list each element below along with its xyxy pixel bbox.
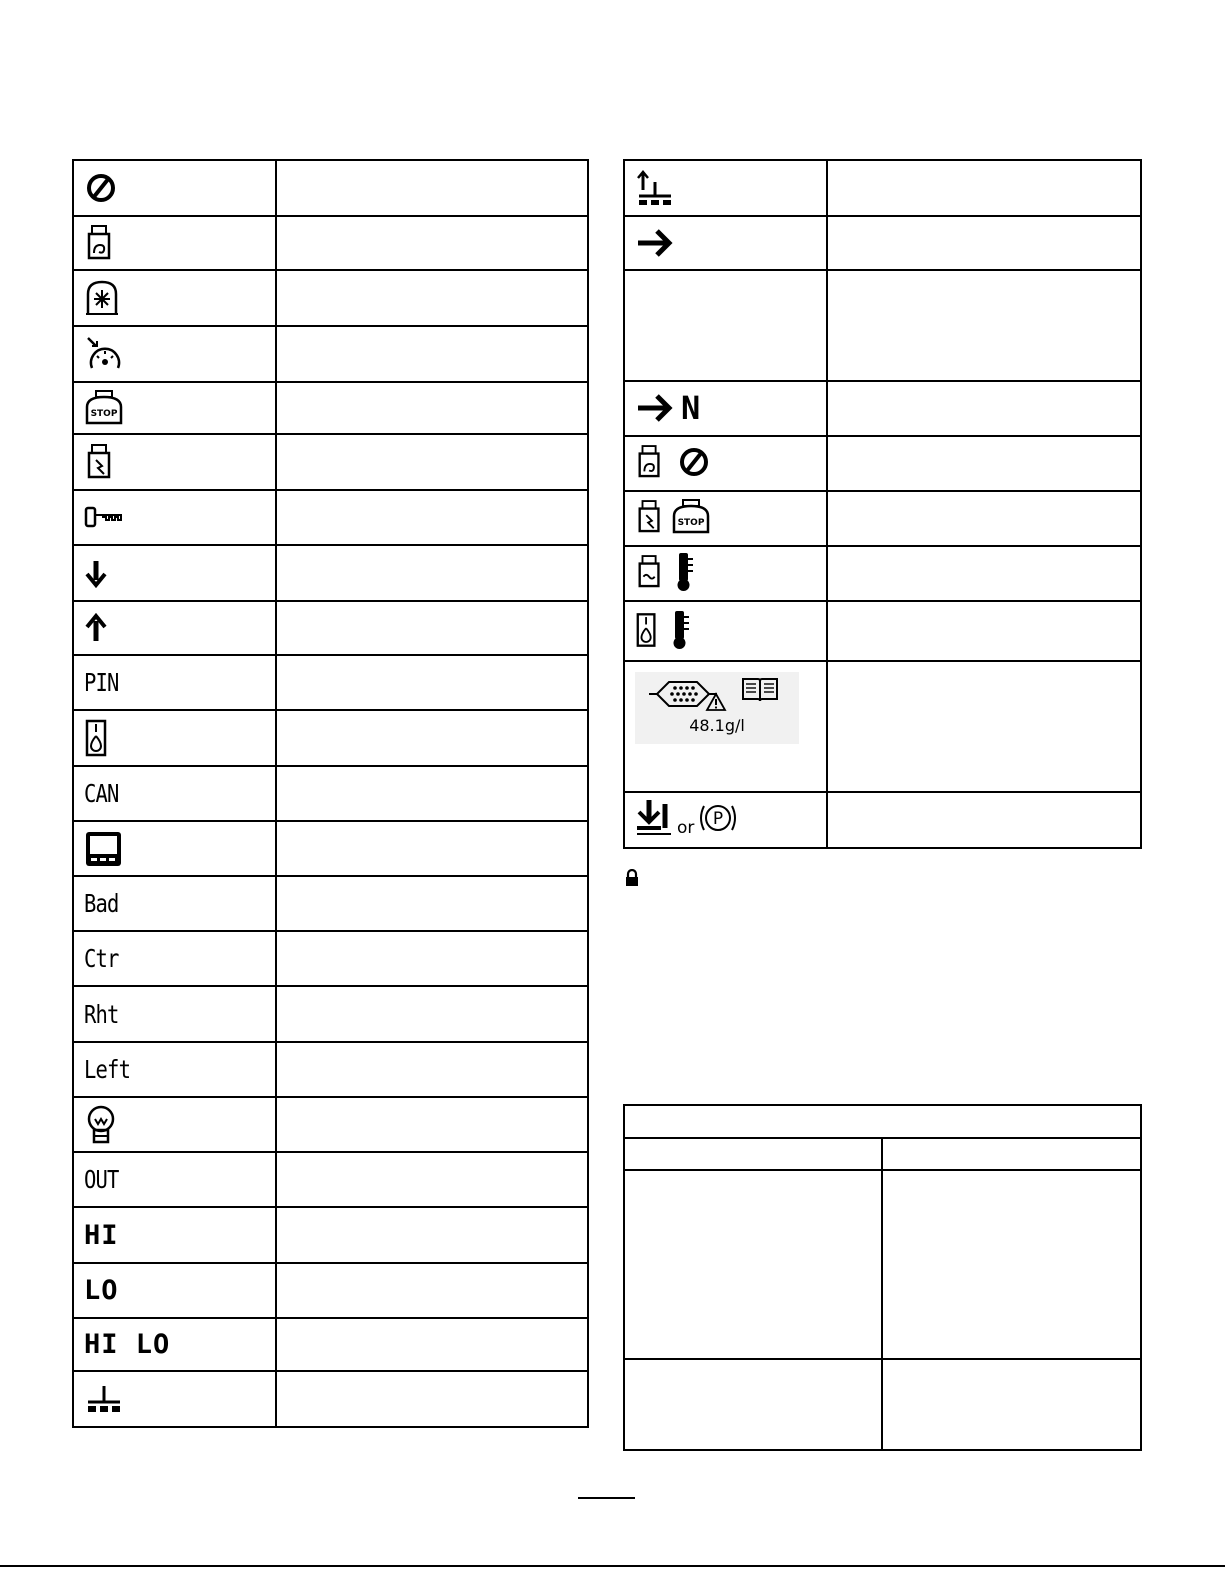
- table-row: [73, 710, 588, 766]
- table-row: [73, 876, 588, 931]
- engine-coolant-icon: [635, 552, 665, 592]
- svg-text:P: P: [713, 809, 724, 829]
- traction-unit-icon: [84, 1382, 275, 1416]
- ctr-label: Ctr: [84, 944, 119, 973]
- or-label: or: [677, 818, 695, 838]
- rht-label: Rht: [84, 999, 119, 1029]
- table-row: [73, 1097, 588, 1152]
- table-row: [73, 1263, 588, 1318]
- table-row: [73, 1371, 588, 1427]
- page-bottom-line: [0, 1565, 1225, 1567]
- table-row: [624, 1359, 1141, 1450]
- operator-manual-icon: [741, 676, 779, 704]
- display-panel-icon: [84, 830, 275, 868]
- parking-brake-symbols: [635, 798, 738, 838]
- table-row: [73, 270, 588, 326]
- coolant-heater-icon: [84, 278, 275, 318]
- arrow-right-icon: [635, 227, 826, 259]
- prohibited-icon: [677, 445, 711, 479]
- engine-speed-icon: [84, 334, 275, 374]
- table-row: [624, 160, 1141, 216]
- engine-stop-icon: [84, 389, 275, 427]
- table-row: [73, 655, 588, 710]
- table-row: [73, 1318, 588, 1371]
- table-row: [624, 270, 1141, 381]
- table-row: [624, 491, 1141, 546]
- table-row: [73, 216, 588, 270]
- table-subheader-row: [624, 1138, 1141, 1170]
- arrow-right-icon: [635, 392, 675, 424]
- hi-label: HI: [84, 1219, 119, 1251]
- hydraulic-fluid-icon: [84, 718, 275, 758]
- hydraulic-fluid-icon: [635, 610, 659, 650]
- table-row: [624, 216, 1141, 270]
- shift-to-neutral: [635, 389, 701, 427]
- engine-glow-plug-icon: [84, 223, 275, 263]
- table-row: [624, 381, 1141, 436]
- arrow-down-icon: [84, 558, 275, 588]
- light-bulb-icon: [84, 1104, 275, 1146]
- table-row: [624, 436, 1141, 491]
- raise-implement-icon: [635, 168, 826, 208]
- arrow-up-icon: [84, 613, 275, 643]
- dpf-soot-display: [635, 672, 799, 744]
- right-symbol-table: [623, 159, 1142, 849]
- thermometer-icon: [669, 609, 691, 651]
- engine-prohibited: [635, 442, 711, 482]
- table-row: [624, 546, 1141, 601]
- neutral-label: N: [681, 389, 702, 427]
- dpf-soot-value: 48.1g/l: [689, 716, 745, 735]
- engine-electrical-icon: [84, 442, 275, 482]
- table-row: [73, 382, 588, 434]
- hydraulic-temperature: [635, 609, 691, 651]
- table-row: [624, 661, 1141, 792]
- lo-label: LO: [84, 1275, 119, 1306]
- table-row: [73, 821, 588, 876]
- left-label: Left: [84, 1055, 131, 1084]
- table-row: [73, 986, 588, 1042]
- pin-label: PIN: [84, 668, 119, 697]
- table-header-row: [624, 1105, 1141, 1138]
- table-row: [73, 545, 588, 601]
- engine-temperature: [635, 551, 695, 593]
- engine-glow-plug-icon: [635, 442, 665, 482]
- can-label: CAN: [84, 779, 119, 808]
- table-row: [73, 1152, 588, 1207]
- table-row: [624, 601, 1141, 661]
- table-row: [73, 326, 588, 382]
- prohibited-icon: [84, 171, 275, 205]
- table-row: [73, 1042, 588, 1097]
- out-label: OUT: [84, 1165, 119, 1194]
- svg-text:STOP: STOP: [677, 517, 705, 528]
- thermometer-icon: [673, 551, 695, 593]
- svg-text:STOP: STOP: [90, 409, 118, 419]
- key-icon: [84, 505, 275, 531]
- parking-brake-lever-icon: [635, 798, 673, 838]
- lock-icon: [624, 869, 640, 887]
- engine-stop-icon: [671, 498, 711, 536]
- warning-triangle-icon: [705, 692, 727, 712]
- table-row: [624, 792, 1141, 848]
- parking-brake-icon: [698, 800, 738, 836]
- table-row: [73, 434, 588, 490]
- hi-lo-label: HI LO: [84, 1329, 171, 1360]
- bottom-table: [623, 1104, 1142, 1451]
- table-row: [73, 766, 588, 821]
- engine-electrical-icon: [635, 497, 665, 537]
- table-row: [73, 490, 588, 545]
- table-row: [73, 601, 588, 655]
- left-symbol-table: [72, 159, 589, 1428]
- page-number-rule: [578, 1497, 635, 1499]
- bad-label: Bad: [84, 889, 119, 918]
- table-row: [73, 1207, 588, 1263]
- table-row: [73, 160, 588, 216]
- engine-electrical-stop: [635, 497, 711, 537]
- table-row: [73, 931, 588, 986]
- table-row: [624, 1170, 1141, 1359]
